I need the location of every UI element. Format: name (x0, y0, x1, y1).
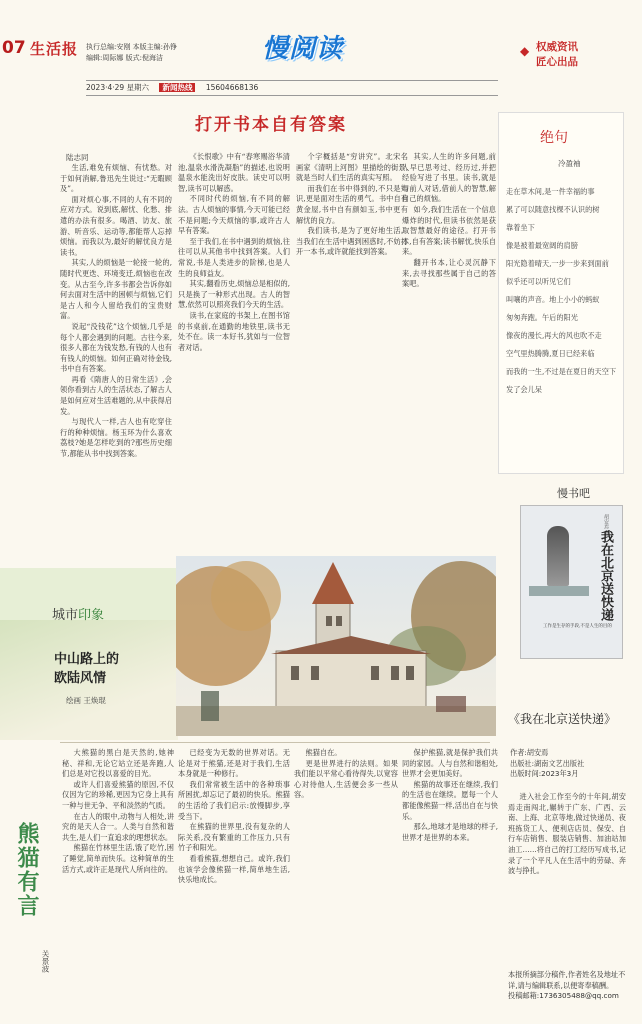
paragraph: 读书,在家庭的书架上,在图书馆的书桌前,在通勤的地铁里,读书无处不在。读一本好书,犹如与一位智者对话。 (178, 310, 290, 352)
paragraph: 生活,难免有烦恼、有忧愁。对于如何消解,鲁迅先生说过:“无暇顾及”。 (60, 163, 172, 194)
poem-line: 累了可以随意找棵不认识的树 (506, 205, 600, 214)
tower-window (326, 616, 332, 626)
cover-author: 胡安焉 著 (603, 514, 609, 536)
section-label (52, 604, 104, 623)
poem-line: 阳光隐着晴天,一步一步来到面前 (506, 259, 609, 268)
building-window (291, 666, 299, 680)
poem-body (506, 186, 622, 402)
watercolor-painting (176, 556, 496, 736)
paragraph: 个字概括是“穷讲究”。北宋名画家《清明上河图》里描绘的街景,就是当时人们生活的真实写照。 (296, 152, 408, 183)
paragraph: 如今,我们生活在一个信息爆炸的时代,但读书依然是获取智慧最好的途径。打开书本,自有答案;读书解忧,快乐自来。 (402, 204, 496, 257)
paragraph: 翻开书本,让心灵沉静下来,去寻找那些属于自己的答案吧。 (402, 257, 496, 289)
paragraph: 进入社会工作至今的十年间,胡安焉走南闯北,辗转于广东、广西、云南、上海、北京等地,做过快递员、夜班拣货工人、便利店店员、保安、自行车店销售、服装店销售、加油站加油工……将自己的打工经历写成书,记录了一个平凡人在生活中的劳碌、奔波与挣扎。 (508, 792, 626, 876)
bottom-column-2 (178, 748, 290, 1016)
book-meta (510, 748, 584, 780)
hotline-number: 15604668136 (205, 83, 259, 92)
paragraph: 至于我们,在书中遇到的烦恼,往往可以从其他书中找到答案。人们常说,书是人类进步的阶梯,也是人生的良师益友。 (178, 236, 290, 278)
book-section-title: 慢书吧 (557, 487, 590, 500)
arrow-icon: ◆ (520, 44, 530, 58)
figure-illustration (547, 526, 569, 586)
article-column-2 (178, 152, 290, 547)
hotline-label: 新闻热线 (159, 83, 195, 92)
poem-title: 绝句 (540, 130, 568, 146)
article-headline: 打开书本自有答案 (195, 115, 347, 135)
article-column-4 (402, 152, 496, 547)
contact-email[interactable]: 1736305488@qq.com (539, 991, 619, 1000)
book-title: 《我在北京送快递》 (508, 712, 617, 726)
paragraph: 面对烦心事,不同的人有不同的应对方式。说到底,解忧、化愁、排遣的办法有很多。喝酒、访友、旅游、听音乐、运动等,都能帮人忘掉烦恼。而我以为,最好的解忧良方是读书。 (60, 194, 172, 257)
paragraph: 熊猫自在。 (305, 748, 342, 757)
section-label-b: 印象 (78, 608, 105, 623)
book-author: 作者:胡安焉 (510, 748, 549, 757)
poem-line: 像夜的漫长,再大的风也吹不走 (506, 331, 602, 340)
artwork-title (54, 650, 119, 688)
poem-author: 冷盈袖 (558, 159, 581, 168)
poem-line: 空气里热腾腾,夏日已经来临 (506, 349, 595, 358)
pedestrian (201, 691, 219, 721)
paragraph: 在古人的眼中,动物与人相处,讲究的是天人合一。人类与自然和谐共生,是人们一直追求的理想状态。 (62, 811, 174, 842)
book-publisher: 出版社:湖南文艺出版社 (510, 758, 585, 768)
paragraph: 大熊猫的黑白是天然的,她神秘、祥和,无论它站立还是奔跑,人们总是对它投以喜爱的目光。 (62, 748, 174, 779)
paragraph: 熊猫的故事还在继续,我们的生活也在继续。愿每一个人都能像熊猫一样,活出自在与快乐。 (402, 779, 498, 821)
artwork-title-line-2: 欧陆风情 (54, 671, 107, 686)
bottom-column-3 (294, 748, 398, 1016)
book-blurb (508, 792, 626, 962)
column-name: 熊猫有言 (14, 822, 40, 918)
paragraph: 我们常常被生活中的各种琐事所困扰,却忘记了最初的快乐。熊猫的生活给了我们启示:放慢脚步,享受当下。 (178, 779, 290, 821)
poem-line: 匆匆奔跑。午后的阳光 (506, 313, 578, 322)
staff-line-2: 编辑:周际娜 版式:倪海洁 (86, 54, 163, 62)
paragraph: 其实,人的烦恼是一轮接一轮的,随时代更迭、环境变迁,烦恼也在改变。从古至今,许多书都会告诉你如何去面对生活中的困顿与烦恼,它们是古人和今人留给我们的宝贵财富。 (60, 258, 172, 321)
paragraph: 看看熊猫,想想自己。或许,我们也该学会像熊猫一样,简单地生活,快乐地成长。 (178, 853, 290, 885)
poem-line: 而我的一生,不过是在夏日的天空下 (506, 367, 617, 376)
poem-line: 发了会儿呆 (506, 385, 542, 394)
paragraph: 而我们在书中得到的,不只是知识,更是面对生活的勇气。书中自有黄金屋,书中自有颜如玉,书中更有解忧的良方。 (296, 183, 408, 225)
paragraph: 已经变为无数的世界对话。无论是对于熊猫,还是对于我们,生活本身就是一种修行。 (178, 748, 290, 779)
date-bar (86, 80, 498, 96)
newspaper-name: 生活报 (30, 40, 79, 58)
paragraph: 其实,人生的许多问题,前人早已思考过、经历过,并把经验写进了书里。读书,就是与前人对话,借前人的智慧,解自己的烦恼。 (402, 152, 496, 204)
cover-tagline: 工作是生存的手段,不是人生的目的 (543, 624, 612, 629)
building-window (391, 666, 399, 680)
paragraph: 再看《隋唐人的日常生活》,会领你看到古人的生活状态,了解古人是如何应对生活难题的,从中获得启发。 (60, 374, 172, 416)
book-cover-image (520, 505, 623, 659)
paragraph: 我们读书,是为了更好地生活。当我们在生活中遇到困惑时,不妨打开一本书,或许就能找到答案。 (296, 226, 408, 257)
section-label-a: 城市 (52, 608, 79, 623)
slogan-line-1: 权威资讯 (536, 41, 578, 53)
artwork-credit: 绘画 王焕琨 (66, 696, 106, 705)
paragraph: 熊猫在竹林里生活,饿了吃竹,困了睡觉,简单而快乐。这种简单的生活方式,或许正是现代人所向往的。 (62, 843, 174, 874)
building-body (276, 651, 426, 711)
page-number: 07 (2, 38, 26, 58)
issue-date: 2023·4·29 星期六 (86, 83, 150, 92)
section-divider (60, 742, 490, 743)
paragraph: 说起“没钱花”这个烦恼,几乎是每个人都会遇到的问题。古往今来,很多人都在为钱发愁,有钱的人也有有钱人的烦恼。如何正确对待金钱,书中自有答案。 (60, 321, 172, 374)
editor-notice (508, 970, 628, 1002)
cover-title: 我在北京送快递 (598, 530, 613, 621)
notice-text: 本报所摘部分稿件,作者姓名及地址不详,请与编辑联系,以便寄奉稿酬。 (508, 970, 626, 990)
car (436, 696, 466, 712)
paragraph: 或许人们喜爱熊猫的原因,不仅仅因为它的珍稀,更因为它身上具有一种与世无争、平和淡然的气质。 (62, 779, 174, 810)
building-window (406, 666, 414, 680)
tower-window (336, 616, 342, 626)
article-author: 陆志同 (66, 153, 89, 162)
paragraph: 《长恨歌》中有“春寒赐浴华清池,温泉水滑洗凝脂”的描述,也说明温泉水能洗出好皮肤。读史可以明智,读书可以解惑。 (178, 152, 290, 193)
bottom-column-4 (402, 748, 498, 1016)
poem-line: 走在草木间,是一件幸福的事 (506, 187, 595, 196)
column-author: 关景波 (41, 950, 50, 973)
article-column-1 (60, 163, 172, 558)
paragraph: 更是世界进行的法则。如果我们能以平常心看待得失,以宽容心对待他人,生活便会多一些从容。 (294, 758, 398, 800)
poem-line: 叫嚷的声音。地上小小的蚂蚁 (506, 295, 600, 304)
tree-left-top (211, 561, 281, 631)
article-column-3 (296, 152, 408, 547)
paragraph: 其实,翻看历史,烦恼总是相似的,只是换了一种形式出现。古人的智慧,依然可以照亮我们今天的生活。 (178, 279, 290, 310)
staff-line-1: 执行总编:安刚 本版主编:孙铮 (86, 43, 177, 51)
artwork-title-line-1: 中山路上的 (54, 652, 120, 667)
paragraph: 不同时代的烦恼,有不同的解法。古人烦恼的事情,今天可能已经不是问题;今天烦恼的事,或许古人早有答案。 (178, 194, 290, 236)
slogan (536, 40, 578, 70)
paragraph: 那么,地球才是地球的样子,世界才是世界的本来。 (402, 822, 498, 842)
book-date: 出版时间:2023年3月 (510, 769, 579, 778)
column-title: 慢阅读 (262, 34, 344, 64)
slogan-line-2: 匠心出品 (536, 56, 578, 68)
poem-line: 似乎还可以听见它们 (506, 277, 571, 286)
road-illustration (529, 586, 589, 596)
poem-line: 靠着坐下 (506, 223, 535, 232)
poem-line: 像是被着最宽阔的肩膀 (506, 241, 578, 250)
staff-credits (86, 42, 177, 64)
paragraph: 与现代人一样,古人也有吃穿住行的种种烦恼。杨玉环为什么喜欢荔枝?她是怎样吃到的?那些历史细节,都能从书中找到答案。 (60, 417, 172, 459)
paragraph: 在熊猫的世界里,没有复杂的人际关系,没有繁重的工作压力,只有竹子和阳光。 (178, 822, 290, 853)
paragraph: 保护熊猫,就是保护我们共同的家园。人与自然和谐相处,世界才会更加美好。 (402, 748, 498, 779)
contact-label: 投稿邮箱: (508, 991, 540, 1000)
building-window (311, 666, 319, 680)
bottom-column-1 (62, 748, 174, 1016)
building-window (371, 666, 379, 680)
